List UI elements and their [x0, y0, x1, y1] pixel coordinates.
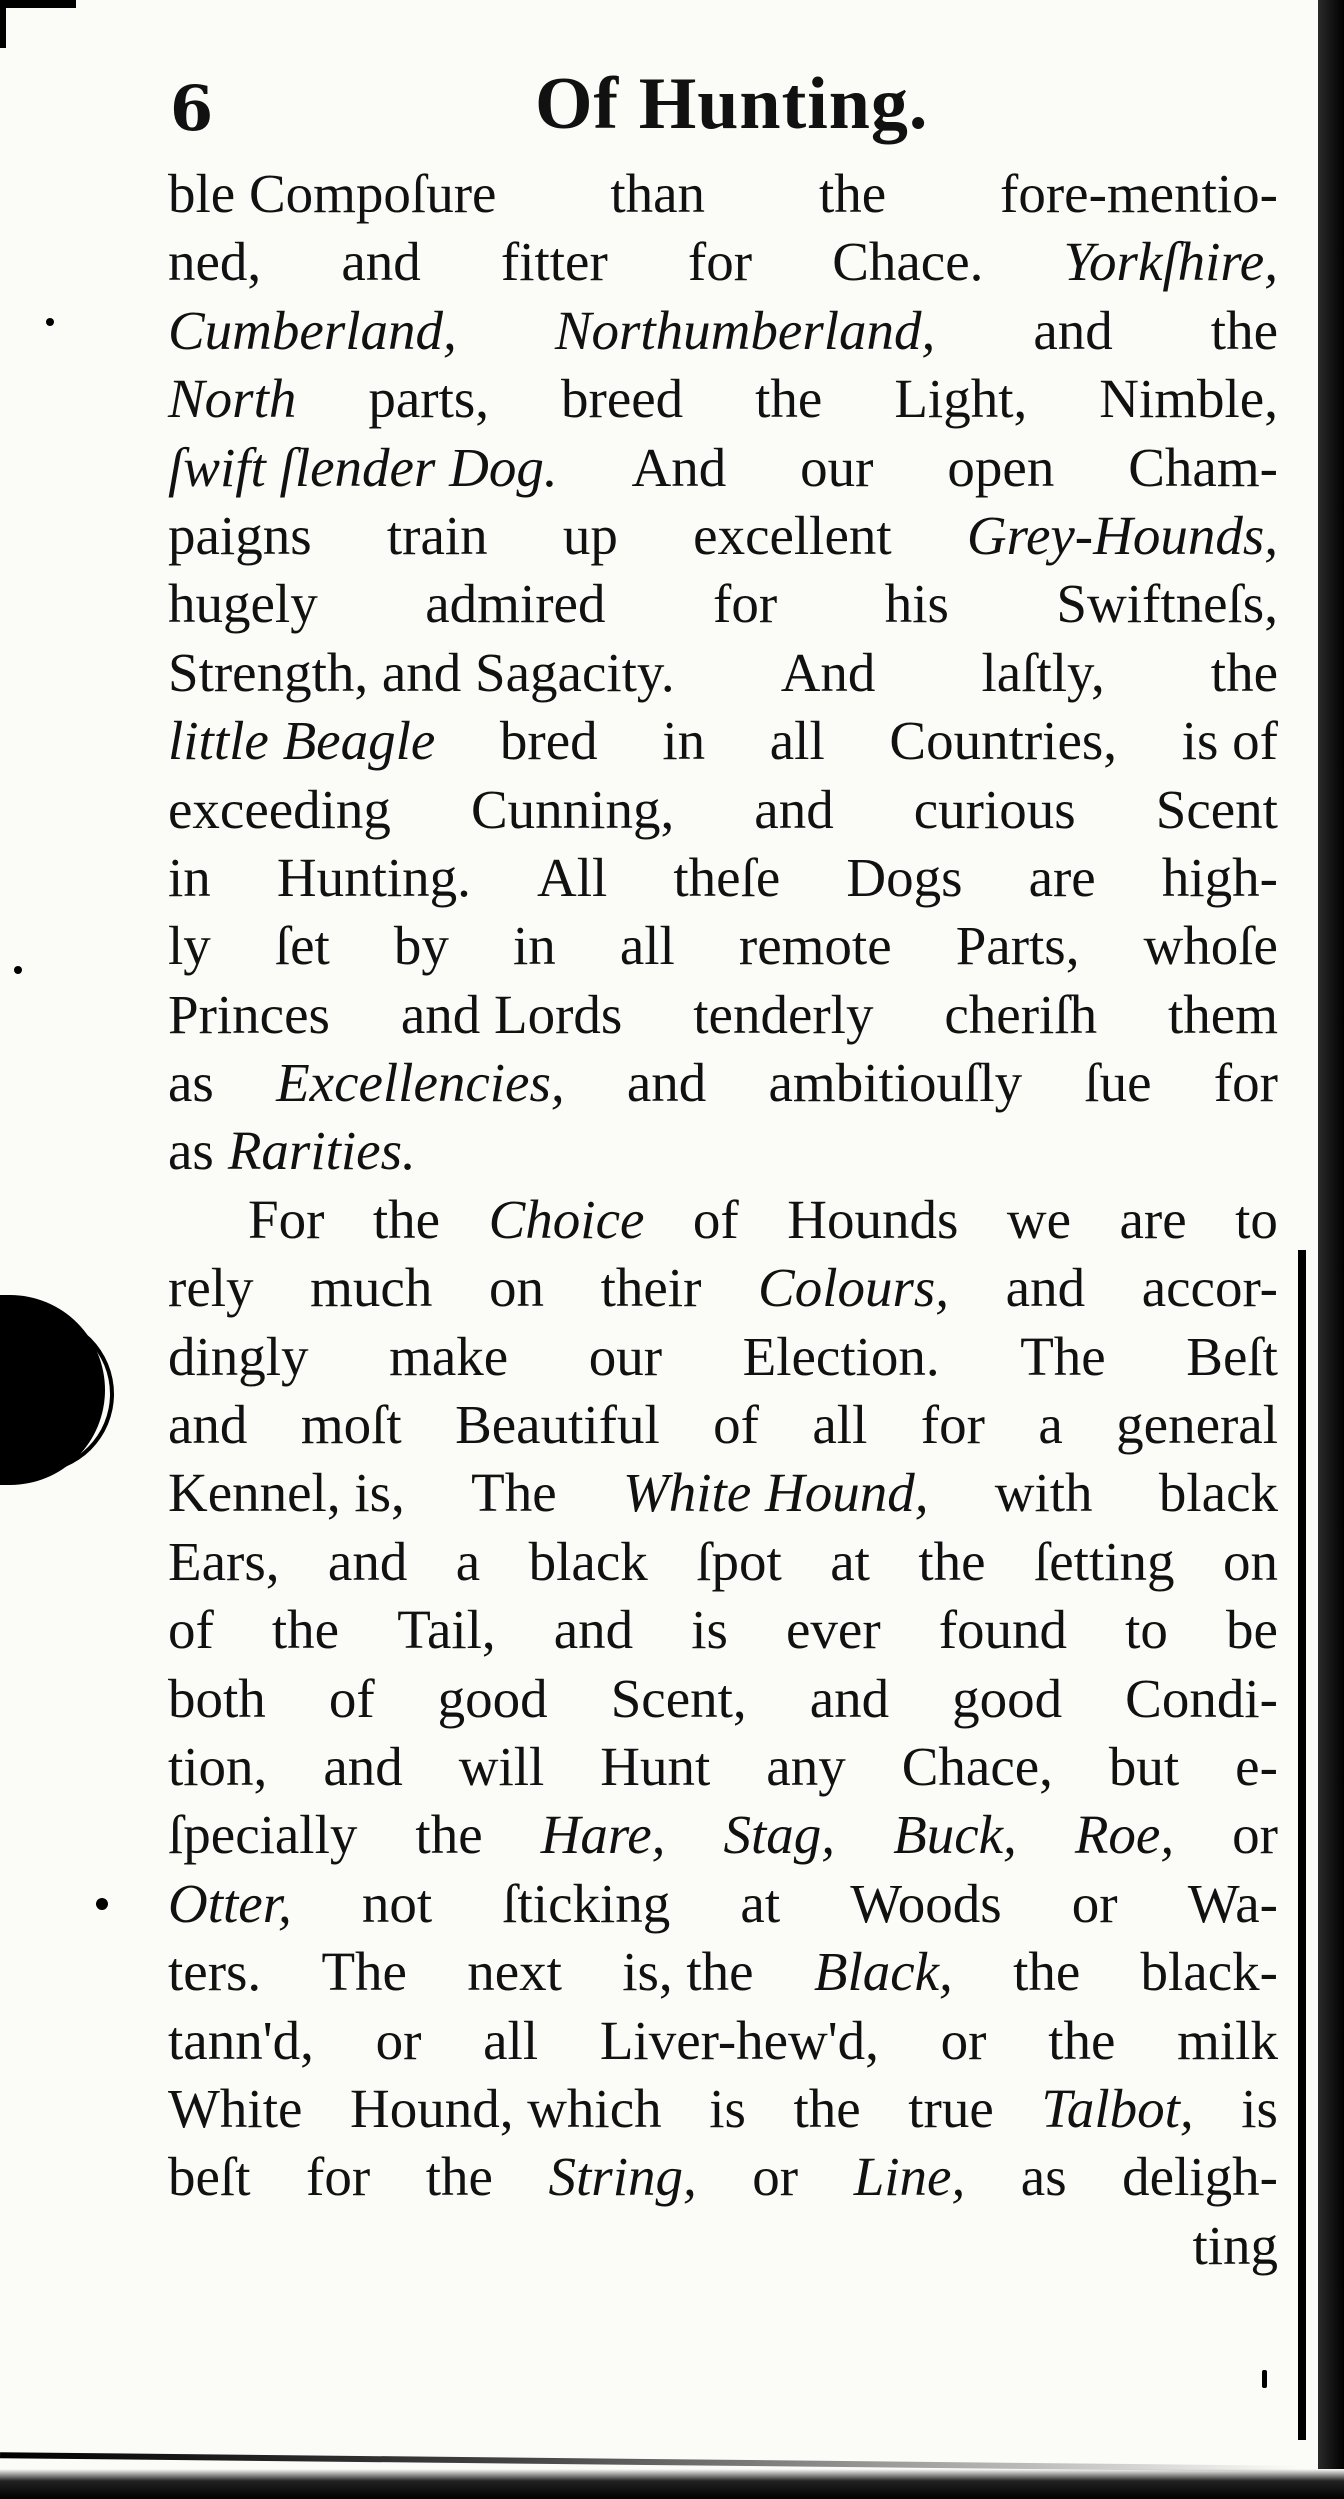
word: on	[1222, 1530, 1278, 1592]
word: black	[528, 1530, 648, 1592]
word: Beſt	[1186, 1325, 1278, 1387]
word: at	[740, 1872, 781, 1934]
word: and	[754, 778, 834, 840]
word: as	[1020, 2146, 1067, 2208]
word: train	[386, 504, 488, 566]
word: in	[513, 915, 556, 977]
text-line	[168, 1186, 1278, 1254]
text-line	[168, 1117, 1278, 1185]
word: ſetting	[1033, 1530, 1175, 1592]
word: ters.	[168, 1941, 262, 2003]
word: ambitiouſly	[768, 1052, 1023, 1114]
word: Excellencies,	[276, 1052, 565, 1114]
word: rely	[168, 1257, 254, 1319]
word: the	[425, 2146, 493, 2208]
word: ſue	[1084, 1052, 1152, 1114]
word: Ears,	[168, 1530, 280, 1592]
word: of	[168, 1599, 214, 1661]
word: we	[1006, 1188, 1071, 1250]
word: deligh-	[1122, 2146, 1278, 2208]
text-line	[168, 1938, 1278, 2006]
word: the	[793, 2077, 861, 2139]
word: all	[812, 1394, 868, 1456]
word: Countries,	[889, 710, 1118, 772]
word: hugely	[168, 573, 318, 635]
word: remote	[738, 915, 892, 977]
text-line	[168, 160, 1278, 228]
word: Stag,	[723, 1804, 836, 1866]
word: in	[662, 710, 706, 772]
text-line	[168, 502, 1278, 570]
word: as	[168, 1120, 214, 1182]
word: All	[537, 846, 608, 908]
word: Beautiful	[455, 1394, 660, 1456]
word: is, the	[622, 1941, 754, 2003]
word: the	[271, 1599, 340, 1661]
text-line	[168, 1254, 1278, 1322]
word: general	[1116, 1394, 1278, 1456]
word: White	[168, 2077, 303, 2139]
word: true	[908, 2077, 994, 2139]
word: Colours,	[758, 1257, 950, 1319]
word: Wa-	[1187, 1872, 1278, 1934]
word: for	[687, 231, 753, 293]
word: and	[553, 1599, 634, 1661]
word: are	[1119, 1188, 1187, 1250]
word: not	[361, 1872, 433, 1934]
word: cheriſh	[944, 983, 1098, 1045]
word: the	[1210, 641, 1278, 703]
word: ſpecially	[168, 1804, 358, 1866]
text-line	[168, 1733, 1278, 1801]
page-header	[170, 62, 1300, 172]
word: will	[458, 1735, 545, 1797]
word: Woods	[850, 1872, 1002, 1934]
word: are	[1028, 846, 1096, 908]
word: the	[755, 368, 823, 430]
word: Rarities.	[227, 1120, 416, 1182]
text-line	[168, 776, 1278, 844]
text-line	[168, 1870, 1278, 1938]
word: is	[1241, 2077, 1278, 2139]
word: Black,	[813, 1941, 953, 2003]
word: the	[1210, 299, 1278, 361]
word: Election.	[742, 1325, 940, 1387]
word: good	[437, 1667, 548, 1729]
word: high-	[1161, 846, 1278, 908]
word: For	[248, 1188, 325, 1250]
word: for	[713, 573, 778, 635]
word: the	[918, 1530, 986, 1592]
word: laſtly,	[981, 641, 1105, 703]
word: parts,	[368, 368, 490, 430]
word: tann'd,	[168, 2009, 314, 2071]
word: and	[626, 1052, 707, 1114]
scan-bottom-edge	[0, 2469, 1344, 2499]
word: Strength, and Sagacity.	[168, 641, 675, 703]
word: on	[488, 1257, 544, 1319]
word: the	[818, 163, 887, 224]
word: is of	[1181, 710, 1278, 772]
text-line	[168, 434, 1278, 502]
word: all	[483, 2009, 539, 2071]
scan-right-edge	[1318, 0, 1344, 2499]
word: Dogs	[846, 846, 963, 908]
word: ever	[786, 1599, 881, 1661]
word: or	[752, 2146, 799, 2208]
text-line	[168, 639, 1278, 707]
word: Chace,	[901, 1735, 1053, 1797]
text-line	[168, 228, 1278, 296]
word: Light,	[894, 368, 1028, 430]
word: for	[306, 2146, 371, 2208]
word: all	[619, 915, 675, 977]
word: White Hound,	[622, 1462, 929, 1524]
word: Condi-	[1125, 1667, 1278, 1729]
word: and	[323, 1735, 403, 1797]
word: our	[588, 1325, 663, 1387]
word: Hounds	[787, 1188, 959, 1250]
word: bred	[499, 710, 598, 772]
word: make	[389, 1325, 509, 1387]
word: or	[375, 2009, 422, 2071]
word: Chace.	[832, 231, 984, 293]
word: Northumberland,	[554, 299, 936, 361]
text-line	[168, 707, 1278, 775]
word: ſticking	[502, 1872, 671, 1934]
word: theſe	[673, 846, 781, 908]
word: both	[168, 1667, 266, 1729]
ink-speck	[14, 966, 22, 974]
word: String,	[548, 2146, 697, 2208]
word: ſpot	[696, 1530, 782, 1592]
word: the	[372, 1188, 441, 1250]
word: but	[1108, 1735, 1180, 1797]
ink-speck	[1262, 2370, 1267, 2388]
catchword-line	[168, 2212, 1278, 2280]
word: for	[1213, 1052, 1278, 1114]
text-line	[168, 844, 1278, 912]
text-line	[168, 1528, 1278, 1596]
word: admired	[425, 573, 606, 635]
word: Swiftneſs,	[1056, 573, 1278, 635]
word: Nimble,	[1099, 368, 1278, 430]
text-line	[168, 365, 1278, 433]
word: black-	[1140, 1941, 1278, 2003]
running-head: Of Hunting.	[535, 63, 929, 145]
word: moſt	[300, 1394, 402, 1456]
word: of	[692, 1188, 739, 1250]
word: Hound, which	[349, 2077, 662, 2139]
word: the	[1013, 1941, 1081, 2003]
word: ned,	[168, 231, 262, 293]
word: and	[341, 231, 421, 293]
word: accor-	[1141, 1257, 1278, 1319]
word: with	[994, 1462, 1093, 1524]
word: Cumberland,	[168, 299, 457, 361]
word: ſwift ſlender Dog.	[168, 436, 558, 498]
text-line	[168, 912, 1278, 980]
word: black	[1158, 1462, 1278, 1524]
word: Scent	[1155, 778, 1278, 840]
word: curious	[913, 778, 1076, 840]
word: Grey-Hounds,	[966, 504, 1278, 566]
word: milk	[1177, 2009, 1278, 2071]
word: Hare,	[540, 1804, 666, 1866]
word: and	[809, 1667, 890, 1729]
word: Liver-hew'd,	[599, 2009, 879, 2071]
word: ble Compoſure	[168, 163, 497, 224]
word: our	[800, 436, 874, 498]
word: Talbot,	[1041, 2077, 1194, 2139]
text-line	[168, 1049, 1278, 1117]
word: the	[1048, 2009, 1116, 2071]
word: a	[455, 1530, 481, 1592]
word: at	[830, 1530, 870, 1592]
ink-speck	[46, 318, 54, 326]
word: or	[1071, 1872, 1118, 1934]
ink-speck	[96, 1898, 108, 1910]
word: or	[940, 2009, 987, 2071]
word: ly	[168, 915, 211, 977]
word: And	[780, 641, 876, 703]
word: open	[947, 436, 1055, 498]
word: little Beagle	[168, 710, 436, 772]
word: e-	[1235, 1735, 1278, 1797]
word: paigns	[168, 504, 312, 566]
text-line	[168, 570, 1278, 638]
word: and	[168, 1394, 248, 1456]
scan-right-shadow	[1298, 1250, 1306, 2440]
word: Otter,	[168, 1872, 292, 1934]
word: Parts,	[955, 915, 1080, 977]
text-line	[168, 2143, 1278, 2211]
text-line	[168, 1801, 1278, 1869]
word: the	[415, 1804, 483, 1866]
word: excellent	[693, 504, 892, 566]
text-line	[168, 1665, 1278, 1733]
word: be	[1226, 1599, 1278, 1661]
word: fitter	[500, 231, 608, 293]
word: The	[321, 1941, 407, 2003]
word: Tail,	[397, 1599, 496, 1661]
word: his	[884, 573, 949, 635]
word: any	[766, 1735, 846, 1797]
word: The	[1020, 1325, 1106, 1387]
catchword: ting	[1192, 2214, 1278, 2276]
word: Choice	[488, 1188, 645, 1250]
page-number: 6	[170, 72, 214, 145]
word: to	[1235, 1188, 1278, 1250]
word: Princes	[168, 983, 330, 1045]
word: found	[938, 1599, 1068, 1661]
text-line	[168, 981, 1278, 1049]
word: of	[713, 1394, 759, 1456]
word: than	[610, 163, 706, 224]
word: for	[920, 1394, 985, 1456]
word: a	[1038, 1394, 1063, 1456]
word: tenderly	[693, 983, 874, 1045]
word: North	[168, 368, 297, 430]
word: much	[310, 1257, 433, 1319]
word: And	[631, 436, 727, 498]
text-line	[168, 1323, 1278, 1391]
word: Yorkſhire,	[1063, 231, 1278, 293]
word: next	[467, 1941, 562, 2003]
word: in	[168, 846, 211, 908]
word: to	[1125, 1599, 1168, 1661]
word: is	[709, 2077, 746, 2139]
text-body	[168, 160, 1278, 2280]
ink-blot-ring	[20, 1315, 114, 1473]
word: breed	[561, 368, 684, 430]
word: Kennel, is,	[168, 1462, 405, 1524]
word: is	[691, 1599, 728, 1661]
word: by	[393, 915, 449, 977]
word: and	[327, 1530, 408, 1592]
word: or	[1232, 1804, 1278, 1866]
word: good	[952, 1667, 1063, 1729]
word: Scent,	[610, 1667, 747, 1729]
word: Line,	[853, 2146, 966, 2208]
text-line	[168, 297, 1278, 365]
word: Roe,	[1074, 1804, 1175, 1866]
word: and	[1033, 299, 1113, 361]
word: tion,	[168, 1735, 268, 1797]
word: of	[328, 1667, 375, 1729]
text-line	[168, 1459, 1278, 1527]
word: their	[600, 1257, 702, 1319]
word: Cham-	[1128, 436, 1278, 498]
word: beſt	[168, 2146, 251, 2208]
word: Buck,	[893, 1804, 1017, 1866]
word: all	[769, 710, 825, 772]
word: fore-mentio-	[1000, 163, 1278, 224]
text-line	[168, 2007, 1278, 2075]
word: up	[562, 504, 618, 566]
word: Hunting.	[276, 846, 471, 908]
word: whoſe	[1143, 915, 1278, 977]
scan-corner-mark	[0, 0, 76, 48]
word: and	[1005, 1257, 1086, 1319]
word: Hunt	[600, 1735, 711, 1797]
word: ſet	[274, 915, 330, 977]
word: dingly	[168, 1325, 309, 1387]
word: as	[168, 1052, 214, 1114]
word: exceeding	[168, 778, 391, 840]
text-line	[168, 1596, 1278, 1664]
text-line	[168, 2075, 1278, 2143]
word: and Lords	[400, 983, 623, 1045]
word: them	[1168, 983, 1278, 1045]
word: The	[471, 1462, 557, 1524]
text-line	[168, 1391, 1278, 1459]
word: Cunning,	[471, 778, 675, 840]
